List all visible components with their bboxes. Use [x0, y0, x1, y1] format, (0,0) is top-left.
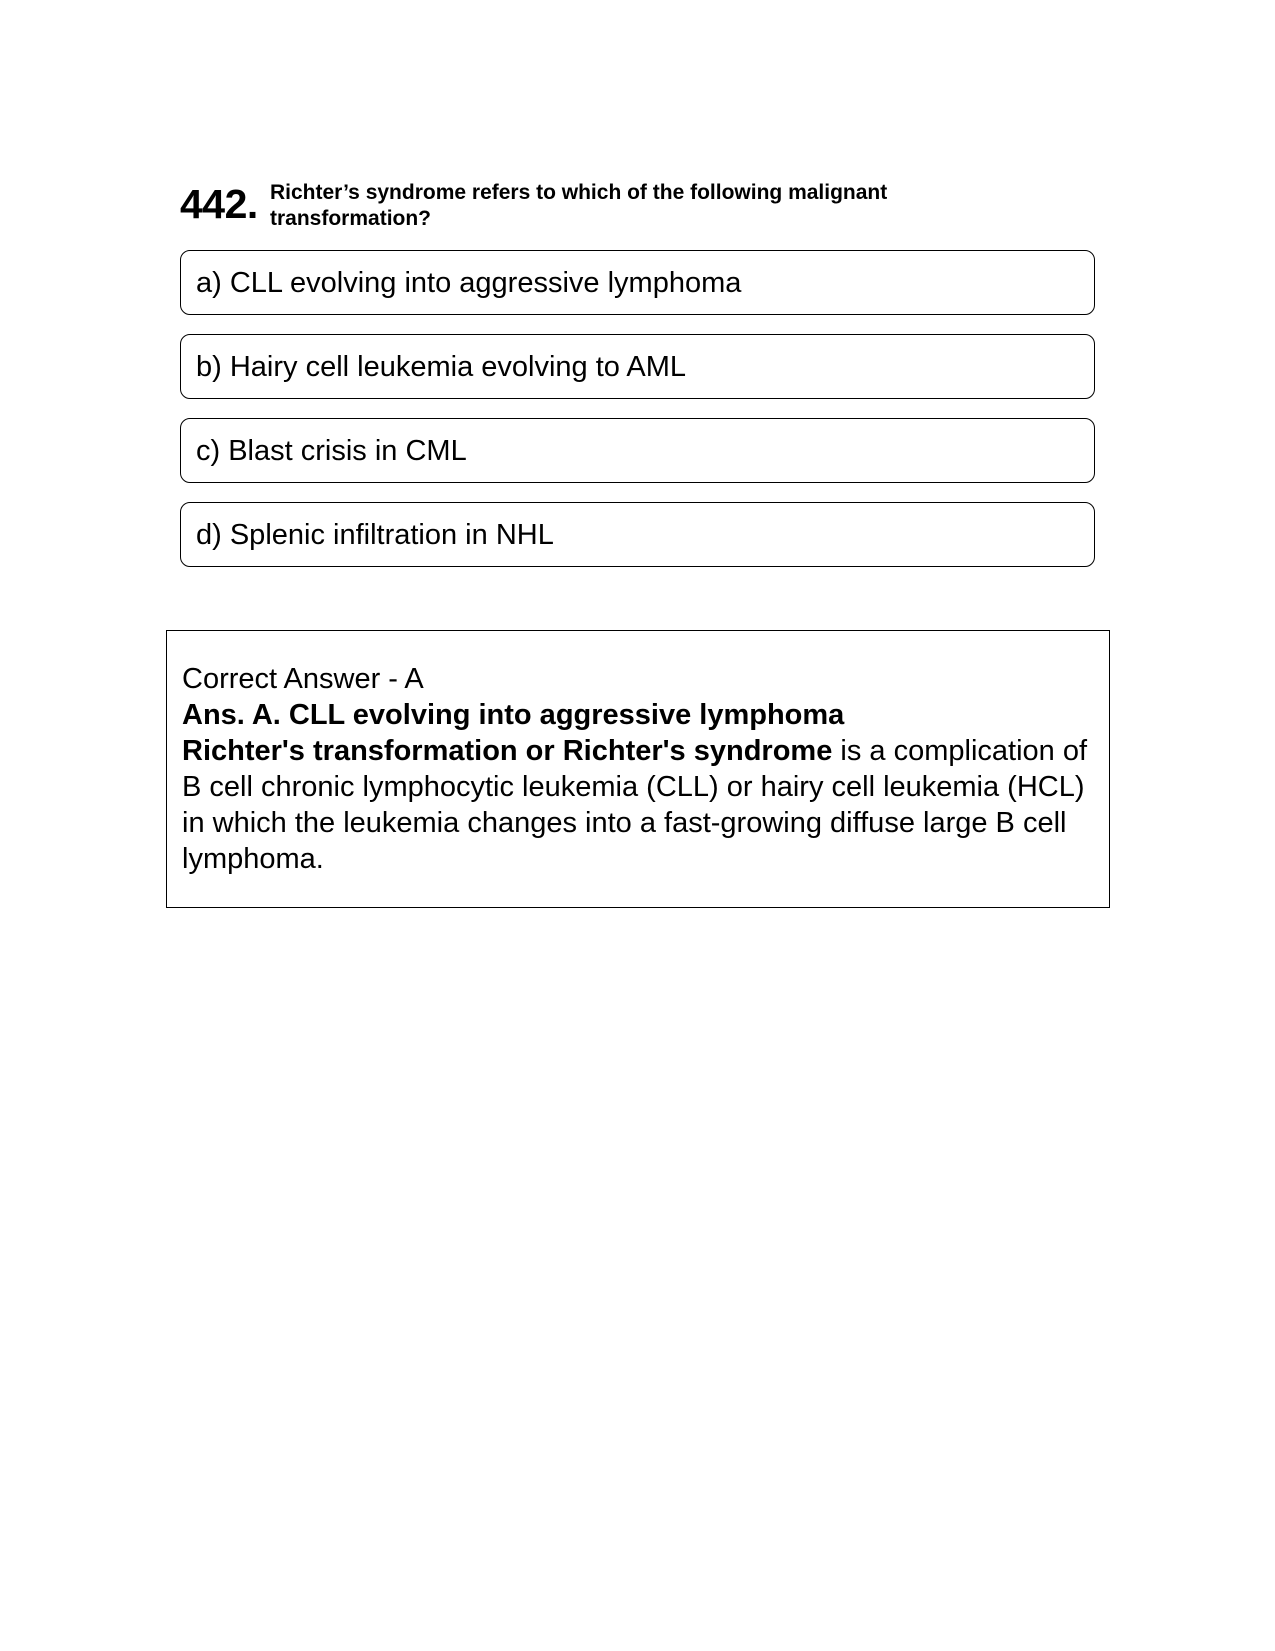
- explanation-bold-term: Richter's transformation or Richter's syndrome: [182, 735, 833, 767]
- explanation-text: is a complication of B cell chronic lymphocytic leukemia (CLL) or hairy cell leukemia (HCL) in which the leukemia changes into a fast-growing diffuse large B cell lymphoma.: [182, 735, 1088, 875]
- option-d-label: d) Splenic infiltration in NHL: [196, 518, 554, 551]
- question-number: 442.: [180, 181, 258, 227]
- question-header: [180, 180, 1080, 236]
- option-a[interactable]: [180, 250, 1095, 315]
- question-text: Richter’s syndrome refers to which of the following malignant transformation?: [270, 181, 888, 230]
- option-c-label: c) Blast crisis in CML: [196, 434, 467, 467]
- answer-explanation: [182, 733, 1094, 877]
- option-a-label: a) CLL evolving into aggressive lymphoma: [196, 266, 742, 299]
- option-b[interactable]: [180, 334, 1095, 399]
- answer-heading: Ans. A. CLL evolving into aggressive lymphoma: [182, 699, 845, 731]
- option-b-label: b) Hairy cell leukemia evolving to AML: [196, 350, 686, 383]
- answer-box: [166, 630, 1110, 908]
- option-c[interactable]: [180, 418, 1095, 483]
- option-d[interactable]: [180, 502, 1095, 567]
- correct-answer-line: Correct Answer - A: [182, 663, 424, 695]
